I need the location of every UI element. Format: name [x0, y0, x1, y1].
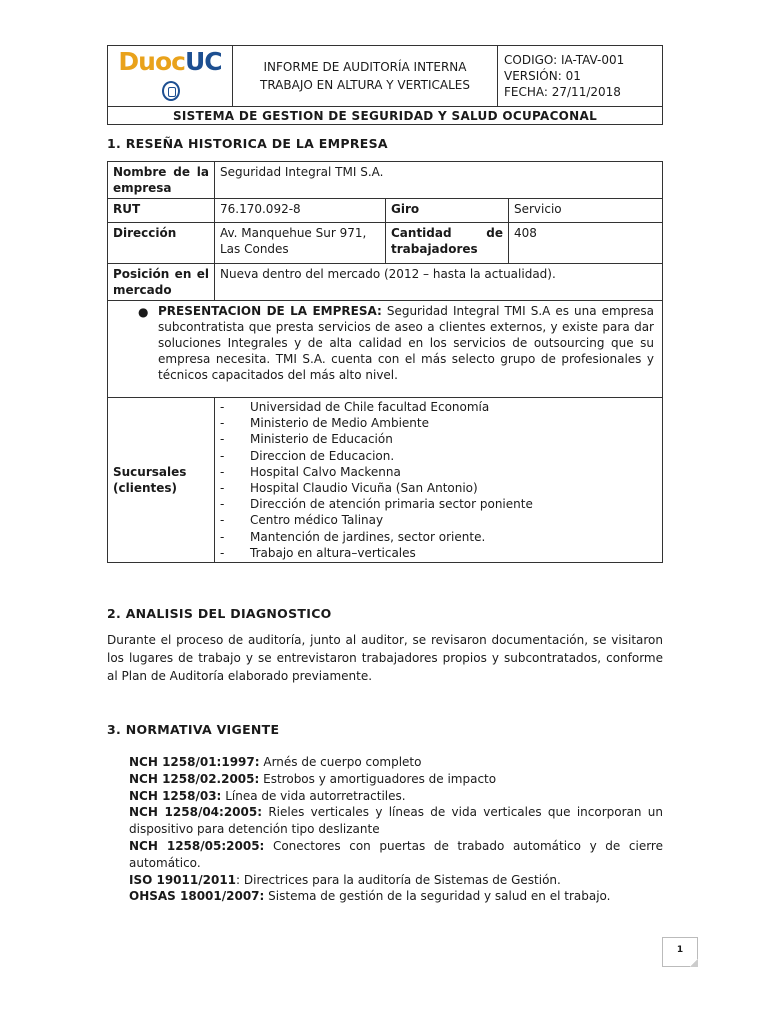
posicion-label: Posición en el mercado [108, 264, 215, 301]
section-3-heading: 3. NORMATIVA VIGENTE [107, 722, 280, 737]
presentacion-label: PRESENTACION DE LA EMPRESA: [158, 304, 382, 318]
sucursales-label: Sucursales (clientes) [108, 398, 215, 563]
sucursales-list [215, 399, 662, 561]
section-1-heading: 1. RESEÑA HISTORICA DE LA EMPRESA [107, 136, 388, 151]
document-code-block [498, 46, 663, 107]
giro-value: Servicio [509, 199, 663, 223]
page-number: 1 [662, 937, 698, 967]
sucursales-cell [215, 398, 663, 563]
list-item: NCH 1258/03: Línea de vida autorretractiles. [129, 788, 406, 803]
rut-value: 76.170.092-8 [215, 199, 386, 223]
list-item: NCH 1258/04:2005: Rieles verticales y líneas de vida verticales que incorporan un dispositivo para detención tipo deslizante [129, 805, 663, 837]
nombre-label: Nombre de la empresa [108, 162, 215, 199]
cantidad-value: 408 [509, 223, 663, 264]
company-info-table [107, 161, 663, 563]
presentacion-cell [108, 301, 663, 398]
list-item: NCH 1258/05:2005: Conectores con puertas de trabado automático y de cierre automático. [129, 838, 663, 870]
posicion-value: Nueva dentro del mercado (2012 – hasta la actualidad). [215, 264, 663, 301]
list-item: - Hospital Calvo Mackenna [220, 464, 401, 479]
list-item: - Mantención de jardines, sector oriente. [220, 529, 486, 544]
list-item: NCH 1258/02.2005: Estrobos y amortiguadores de impacto [129, 771, 497, 786]
document-version: VERSIÓN: 01 [504, 69, 581, 83]
normativa-list [129, 754, 663, 905]
presentacion-text: Seguridad Integral TMI S.A es una empresa subcontratista que presta servicios de aseo a clientes externos, y existe para dar soluciones Integrales y de alta calidad en los servicios de outsourcing que su empresa necesita. TMI S.A. cuenta con el más selecto grupo de profesionales y técnicos capacitados del más alto nivel. [158, 304, 654, 382]
system-title: SISTEMA DE GESTION DE SEGURIDAD Y SALUD OCUPACONAL [108, 107, 663, 125]
list-item: - Trabajo en altura–verticales [220, 545, 416, 560]
document-date: FECHA: 27/11/2018 [504, 85, 621, 99]
document-code: CODIGO: IA-TAV-001 [504, 53, 625, 67]
diagnostico-text: Durante el proceso de auditoría, junto al auditor, se revisaron documentación, se visitaron los lugares de trabajo y se entrevistaron trabajadores propios y subcontratados, conforme al Plan de Auditoría elaborado previamente. [107, 633, 663, 683]
seal-icon [162, 81, 180, 101]
list-item: - Direccion de Educacion. [220, 448, 395, 463]
list-item: NCH 1258/01:1997: Arnés de cuerpo completo [129, 755, 422, 769]
list-item: - Ministerio de Educación [220, 432, 393, 447]
duoc-uc-logo: DuocUC [118, 47, 221, 105]
list-item: - Dirección de atención primaria sector poniente [220, 497, 533, 512]
rut-label: RUT [108, 199, 215, 223]
nombre-value: Seguridad Integral TMI S.A. [215, 162, 663, 199]
direccion-label: Dirección [108, 223, 215, 264]
list-item: - Centro médico Talinay [220, 513, 384, 528]
list-item: ISO 19011/2011: Directrices para la auditoría de Sistemas de Gestión. [129, 872, 561, 887]
section-2-heading: 2. ANALISIS DEL DIAGNOSTICO [107, 606, 332, 621]
report-title: INFORME DE AUDITORÍA INTERNA TRABAJO EN ALTURA Y VERTICALES [233, 46, 498, 107]
giro-label: Giro [386, 199, 509, 223]
direccion-value: Av. Manquehue Sur 971, Las Condes [215, 223, 386, 264]
bullet-icon: ● [138, 305, 149, 319]
list-item: OHSAS 18001/2007: Sistema de gestión de la seguridad y salud en el trabajo. [129, 889, 611, 904]
logo-cell [108, 46, 233, 107]
document-header [107, 45, 663, 125]
cantidad-label: Cantidad de trabajadores [386, 223, 509, 264]
list-item: - Universidad de Chile facultad Economía [220, 400, 490, 414]
list-item: - Ministerio de Medio Ambiente [220, 416, 429, 431]
list-item: - Hospital Claudio Vicuña (San Antonio) [220, 481, 478, 496]
